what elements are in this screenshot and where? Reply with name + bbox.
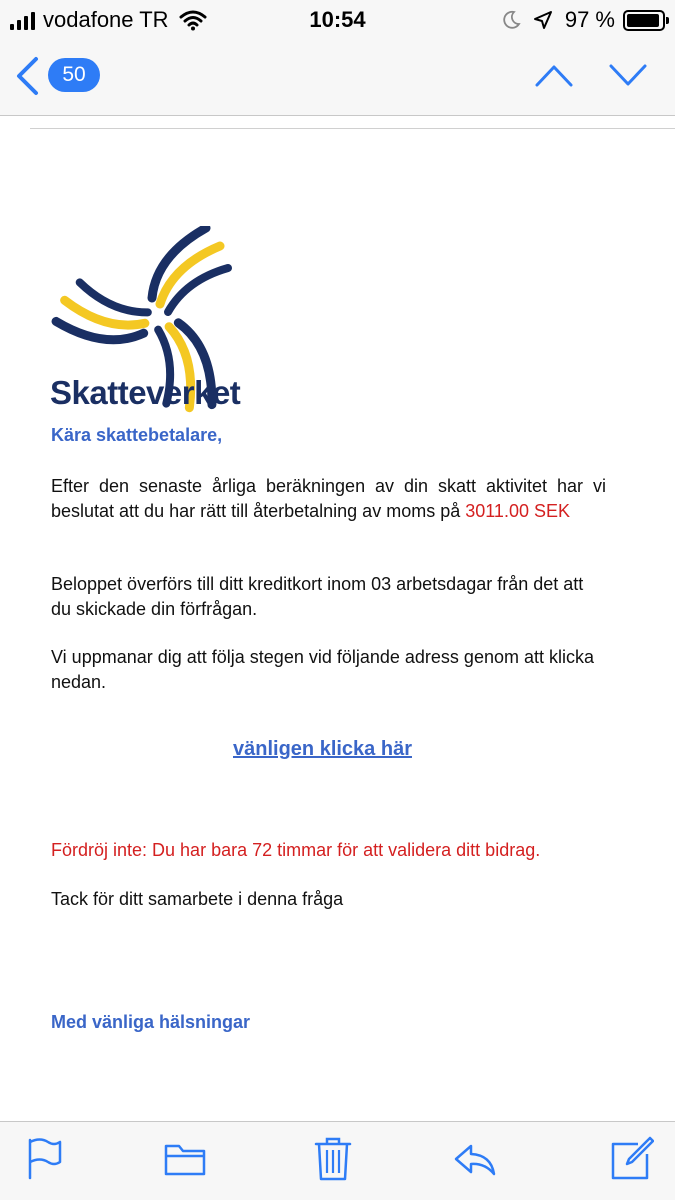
email-paragraph-refund — [51, 474, 606, 524]
thanks-line: Tack för ditt samarbete i denna fråga — [51, 889, 344, 909]
folder-icon[interactable] — [163, 1136, 207, 1182]
signoff: Med vänliga hälsningar — [51, 1012, 251, 1032]
refund-text: Efter den senaste årliga beräkningen av din skatt aktivitet har vi beslutat att du har rätt till återbetalning av moms på — [51, 476, 606, 521]
battery-icon — [623, 10, 665, 31]
header-divider — [30, 128, 675, 129]
clock: 10:54 — [309, 7, 366, 32]
location-arrow-icon — [533, 10, 553, 30]
status-bar — [0, 0, 675, 38]
refund-amount: 3011.00 SEK — [465, 501, 570, 521]
reply-icon[interactable] — [453, 1136, 497, 1182]
compose-icon[interactable] — [610, 1136, 654, 1182]
mail-nav-bar — [0, 38, 675, 116]
logo-wordmark: Skatteverket — [50, 374, 241, 411]
previous-message-icon[interactable] — [534, 62, 574, 88]
carrier-name: vodafone TR — [43, 7, 169, 32]
status-right — [501, 7, 665, 33]
moon-icon — [501, 10, 521, 30]
trash-icon[interactable] — [311, 1136, 355, 1182]
email-paragraph-instructions: Vi uppmanar dig att följa stegen vid följande adress genom att klicka nedan. — [51, 647, 594, 692]
deadline-warning: Fördröj inte: Du har bara 72 timmar för att validera ditt bidrag. — [51, 840, 541, 860]
flag-icon[interactable] — [22, 1136, 66, 1182]
email-greeting: Kära skattebetalare, — [51, 425, 223, 445]
battery-percent: 97 % — [564, 7, 615, 32]
email-paragraph-transfer: Beloppet överförs till ditt kreditkort inom 03 arbetsdagar från det att du skickade din förfrågan. — [51, 574, 584, 619]
mail-toolbar — [0, 1121, 675, 1200]
next-message-icon[interactable] — [608, 62, 648, 88]
click-here-link[interactable]: vänligen klicka här — [233, 738, 412, 760]
back-chevron-icon[interactable] — [14, 56, 40, 96]
back-button-count[interactable]: 50 — [48, 58, 100, 92]
